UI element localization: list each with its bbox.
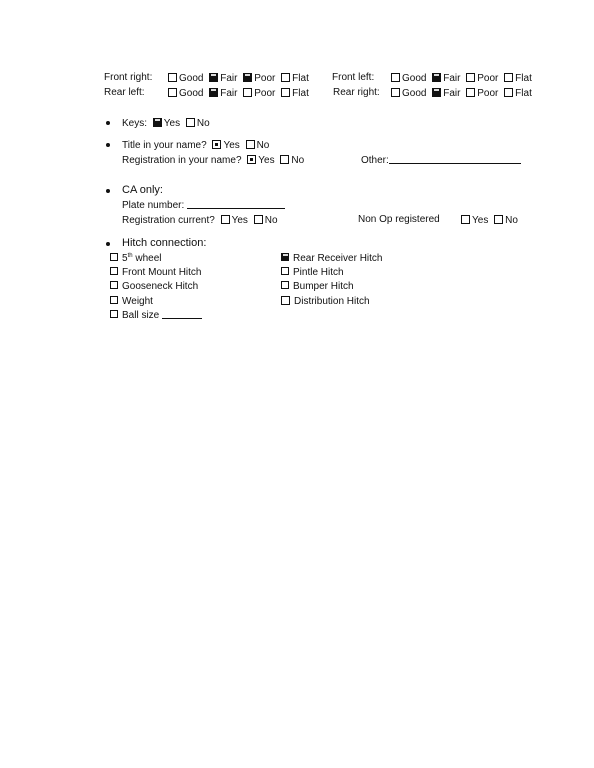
registration-name-yes-label: Yes [258, 155, 275, 166]
rear-left-options [168, 88, 309, 99]
rear-right-flat-checkbox[interactable] [504, 88, 513, 97]
ball-size-field[interactable] [162, 310, 202, 319]
rear-left-good-checkbox[interactable] [168, 88, 177, 97]
keys-bullet [106, 121, 110, 125]
rear-right-poor-label: Poor [477, 88, 499, 99]
hitch-gooseneck-item [110, 281, 198, 292]
rear-left-flat-label: Flat [292, 88, 309, 99]
registration-current-yes-label: Yes [231, 215, 248, 226]
other-label: Other: [361, 155, 389, 166]
front-left-fair-checkbox[interactable] [432, 73, 441, 82]
distribution-label: Distribution Hitch [294, 296, 370, 307]
registration-name-row [122, 155, 304, 166]
rear-right-good-label: Good [402, 88, 427, 99]
title-no-label: No [256, 140, 270, 151]
non-op-label: Non Op registered [358, 214, 440, 225]
front-left-fair-label: Fair [443, 73, 461, 84]
ca-heading: CA only: [122, 184, 163, 196]
front-left-row [332, 73, 374, 83]
front-left-label: Front left: [332, 72, 375, 83]
hitch-bumper-item [281, 281, 354, 292]
keys-no-checkbox[interactable] [186, 118, 195, 127]
front-right-row [104, 73, 152, 83]
rear-right-options [391, 88, 532, 99]
hitch-heading: Hitch connection: [122, 237, 207, 249]
registration-current-row [122, 215, 278, 226]
plate-number-field[interactable] [187, 200, 285, 209]
front-left-flat-label: Flat [515, 73, 532, 84]
keys-label: Keys: [122, 118, 148, 129]
registration-current-yes-checkbox[interactable] [221, 215, 230, 224]
non-op-yes-checkbox[interactable] [461, 215, 470, 224]
front-left-poor-checkbox[interactable] [466, 73, 475, 82]
title-bullet [106, 143, 110, 147]
hitch-distribution-item [281, 296, 370, 307]
title-no-checkbox[interactable] [246, 140, 255, 149]
front-right-good-checkbox[interactable] [168, 73, 177, 82]
front-left-poor-label: Poor [477, 73, 499, 84]
front-right-label: Front right: [104, 72, 153, 83]
other-field[interactable] [389, 155, 521, 164]
ca-bullet [106, 189, 110, 193]
pintle-label: Pintle Hitch [293, 267, 344, 278]
non-op-options [461, 215, 518, 226]
gooseneck-label: Gooseneck Hitch [122, 281, 199, 292]
registration-name-no-label: No [291, 155, 305, 166]
other-row [361, 155, 521, 166]
rear-receiver-label: Rear Receiver Hitch [293, 253, 383, 264]
bumper-label: Bumper Hitch [293, 281, 354, 292]
rear-right-row [333, 88, 380, 98]
plate-row [122, 200, 285, 211]
front-left-options [391, 73, 532, 84]
weight-label: Weight [122, 296, 153, 307]
non-op-yes-label: Yes [472, 215, 489, 226]
front-right-flat-checkbox[interactable] [281, 73, 290, 82]
hitch-rear-receiver-item [281, 253, 382, 264]
front-right-good-label: Good [179, 73, 204, 84]
title-label: Title in your name? [122, 140, 207, 151]
ball-size-label: Ball size [122, 310, 160, 321]
title-row [122, 140, 269, 151]
rear-right-poor-checkbox[interactable] [466, 88, 475, 97]
front-left-flat-checkbox[interactable] [504, 73, 513, 82]
weight-checkbox[interactable] [110, 296, 118, 304]
bumper-checkbox[interactable] [281, 281, 289, 289]
ball-size-checkbox[interactable] [110, 310, 118, 318]
front-right-poor-label: Poor [254, 73, 276, 84]
rear-left-label: Rear left: [104, 87, 145, 98]
front-right-poor-checkbox[interactable] [243, 73, 252, 82]
fifth-wheel-superscript: th [127, 253, 133, 259]
rear-right-label: Rear right: [333, 87, 380, 98]
registration-name-no-checkbox[interactable] [280, 155, 289, 164]
rear-right-good-checkbox[interactable] [391, 88, 400, 97]
fifth-wheel-label: wheel [135, 253, 162, 264]
hitch-bullet [106, 242, 110, 246]
non-op-no-label: No [505, 215, 518, 226]
front-left-good-label: Good [402, 73, 427, 84]
registration-current-no-label: No [264, 215, 278, 226]
plate-label: Plate number: [122, 200, 185, 211]
front-right-flat-label: Flat [292, 73, 309, 84]
hitch-fifth-wheel-item [110, 253, 162, 264]
keys-yes-checkbox[interactable] [153, 118, 162, 127]
rear-left-poor-label: Poor [254, 88, 276, 99]
registration-current-no-checkbox[interactable] [254, 215, 263, 224]
front-mount-checkbox[interactable] [110, 267, 118, 275]
rear-left-row [104, 88, 145, 98]
rear-left-flat-checkbox[interactable] [281, 88, 290, 97]
registration-name-label: Registration in your name? [122, 155, 242, 166]
hitch-pintle-item [281, 267, 344, 278]
rear-left-fair-label: Fair [220, 88, 238, 99]
registration-current-label: Registration current? [122, 215, 215, 226]
keys-no-label: No [196, 118, 210, 129]
keys-yes-label: Yes [163, 118, 181, 129]
rear-right-fair-label: Fair [443, 88, 461, 99]
fifth-wheel-checkbox[interactable] [110, 253, 118, 261]
front-right-options [168, 73, 309, 84]
rear-right-fair-checkbox[interactable] [432, 88, 441, 97]
non-op-no-checkbox[interactable] [494, 215, 503, 224]
hitch-weight-item [110, 296, 153, 307]
keys-row [122, 118, 210, 129]
front-left-good-checkbox[interactable] [391, 73, 400, 82]
front-right-fair-checkbox[interactable] [209, 73, 218, 82]
hitch-ball-size-item [110, 310, 202, 321]
rear-receiver-checkbox[interactable] [281, 253, 289, 261]
front-mount-label: Front Mount Hitch [122, 267, 202, 278]
rear-left-poor-checkbox[interactable] [243, 88, 252, 97]
rear-left-fair-checkbox[interactable] [209, 88, 218, 97]
rear-left-good-label: Good [179, 88, 204, 99]
title-yes-checkbox[interactable] [212, 140, 221, 149]
hitch-front-mount-item [110, 267, 201, 278]
registration-name-yes-checkbox[interactable] [247, 155, 256, 164]
front-right-fair-label: Fair [220, 73, 238, 84]
rear-right-flat-label: Flat [515, 88, 532, 99]
pintle-checkbox[interactable] [281, 267, 289, 275]
fifth-wheel-number: 5 [122, 253, 128, 264]
distribution-checkbox[interactable] [281, 296, 290, 305]
gooseneck-checkbox[interactable] [110, 281, 118, 289]
title-yes-label: Yes [223, 140, 240, 151]
